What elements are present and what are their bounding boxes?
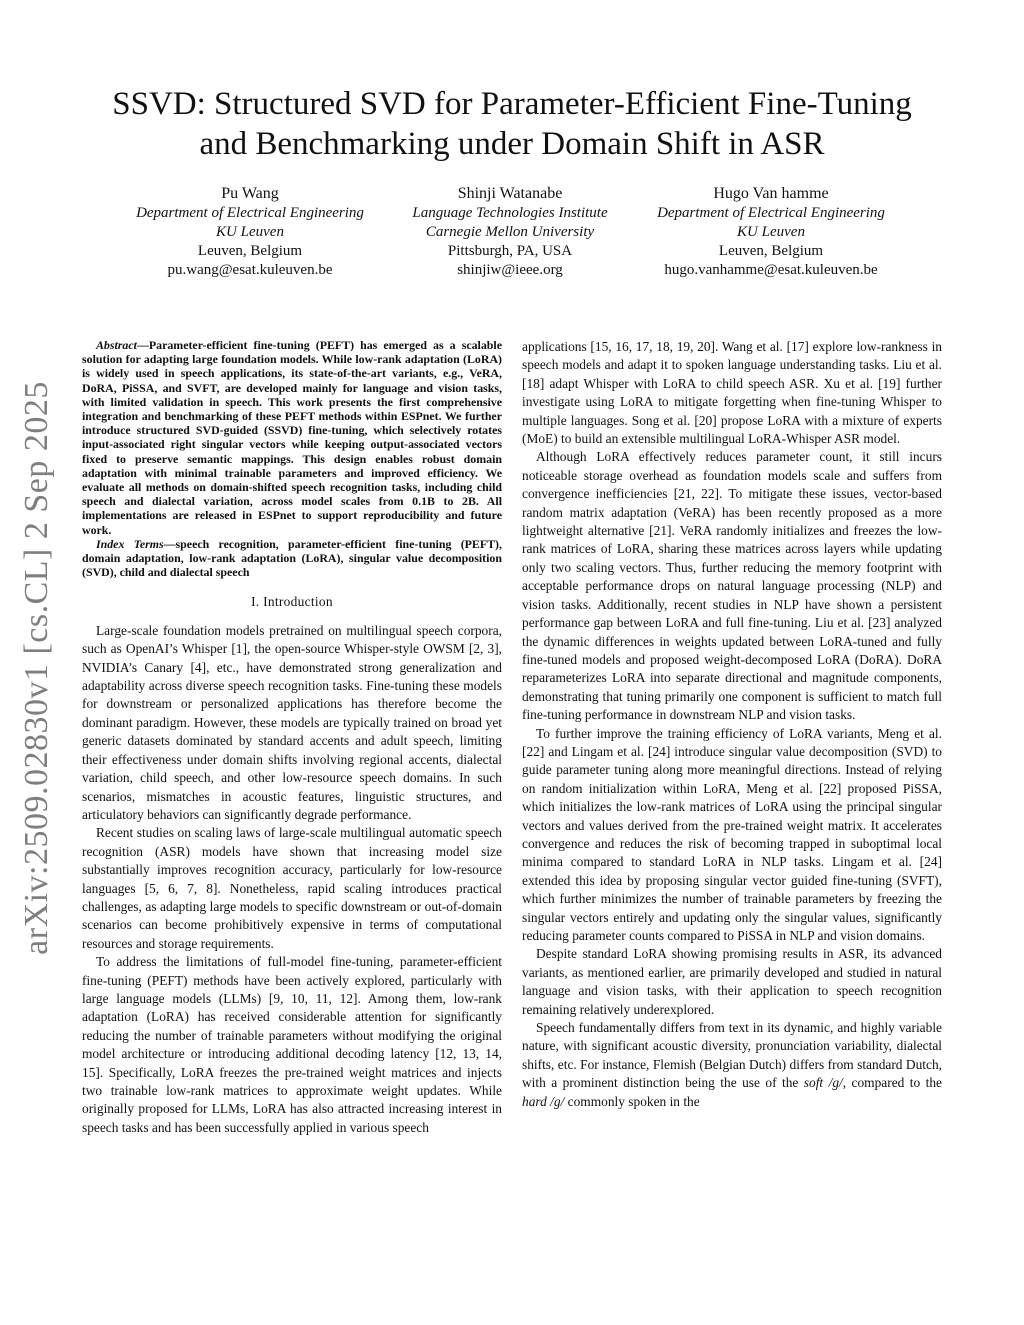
paragraph: Although LoRA effectively reduces parameter count, it still incurs noticeable storage overhead as foundation models scale and suffers from convergence inefficiencies [21, 22]. To mitigate these issues, vector-based random matrix adaptation (VeRA) has been recently proposed as a more lightweight alternative [21]. VeRA randomly initializes and freezes the low-rank matrices of LoRA, sharing these matrices across layers while updating only two scaling vectors. Thus, further reducing the memory footprint with acceptable performance drops on natural language processing (NLP) and vision tasks. Additionally, recent studies in NLP have shown a persistent performance gap between LoRA and full fine-tuning. Liu et al. [23] analyzed the dynamic differences in weights updated between LoRA-tuned and fully fine-tuned models and proposed weight-decomposed LoRA (DoRA). DoRA reparameterizes LoRA into separate directional and magnitude components, demonstrating that tuning primarily one component is sufficient to match full fine-tuning performance in downstream NLP and vision tasks. [522, 449, 942, 723]
title-line-2: and Benchmarking under Domain Shift in ASR [199, 126, 825, 162]
author-block-3 [631, 184, 911, 280]
author-dept: Department of Electrical Engineering [136, 205, 364, 221]
index-terms [82, 537, 502, 580]
author-email: shinjiw@ieee.org [457, 262, 563, 278]
paragraph: To address the limitations of full-model fine-tuning, parameter-efficient fine-tuning (PEFT) methods have been actively explored, particularly with large language models (LLMs) [9, 10, 11, 12]. Among them, low-rank adaptation (LoRA) has received considerable attention for significantly reducing the number of trainable parameters without modifying the original model architecture or introducing additional decoding latency [12, 13, 14, 15]. Specifically, LoRA freezes the pre-trained weight matrices and injects two trainable low-rank matrices to approximate weight updates. While originally proposed for LLMs, LoRA has also attracted increasing interest in speech tasks and has been successfully applied in various speech [82, 954, 502, 1135]
paragraph-last [522, 1019, 942, 1111]
soft-word: soft [803, 1075, 824, 1091]
author-name: Pu Wang [221, 185, 279, 202]
paragraph: Recent studies on scaling laws of large-scale multilingual automatic speech recognition (ASR) models have shown that increasing model size substantially improves recognition accuracy, particularly for low-resource languages [5, 6, 7, 8]. Nonetheless, rapid scaling introduces practical challenges, as adapting large models to specific downstream or out-of-domain scenarios can become prohibitively expensive in terms of computational resources and storage requirements. [82, 825, 502, 951]
author-inst: KU Leuven [737, 224, 805, 240]
index-terms-lead: Index Terms [96, 536, 164, 551]
author-inst: KU Leuven [216, 224, 284, 240]
author-loc: Leuven, Belgium [718, 243, 824, 259]
paper-title [80, 84, 944, 164]
hard-word: hard [522, 1093, 547, 1109]
last-para-post: commonly spoken in the [564, 1093, 700, 1109]
paragraph: Large-scale foundation models pretrained on multilingual speech corpora, such as OpenAI’s Whisper [1], the open-source Whisper-style OWSM [2, 3], NVIDIA’s Canary [4], etc., have demonstrated strong generalization and adaptability across diverse speech recognition tasks. Fine-tuning these models for downstream or personalized applications has therefore become the dominant paradigm. However, these models are typically trained on broad yet generic datasets dominated by standard accents and adult speech, limiting their effectiveness under domain shifts involving regional accents, dialectal variation, child speech, and other low-resource speech domains. In such scenarios, mismatches in acoustic features, linguistic structures, and articulatory behaviors can significantly degrade performance. [82, 622, 502, 822]
author-inst: Carnegie Mellon University [425, 224, 595, 240]
title-line-1: SSVD: Structured SVD for Parameter-Efficient Fine-Tuning [112, 86, 912, 122]
author-name: Hugo Van hamme [713, 185, 829, 202]
left-column [82, 338, 502, 1137]
author-block-1 [110, 184, 390, 280]
phoneme-g-2: /g/ [550, 1093, 565, 1109]
author-loc: Pittsburgh, PA, USA [447, 243, 573, 259]
author-email: pu.wang@esat.kuleuven.be [167, 262, 333, 278]
author-name: Shinji Watanabe [457, 185, 563, 202]
paragraph: Despite standard LoRA showing promising results in ASR, its advanced variants, as mentioned earlier, are primarily developed and studied in natural language and vision tasks, with their application to speech recognition remaining relatively underexplored. [522, 946, 942, 1017]
last-para-mid: , compared to the [842, 1075, 942, 1091]
abstract-body: —Parameter-efficient fine-tuning (PEFT) has emerged as a scalable solution for adapting large foundation models. While low-rank adaptation (LoRA) is widely used in speech applications, its state-of-the-art variants, e.g., VeRA, DoRA, PiSSA, and SVFT, are developed mainly for language and vision tasks, with limited validation in speech. This work presents the first comprehensive integration and benchmarking of these PEFT methods within ESPnet. We further introduce structured SVD-guided (SSVD) fine-tuning, which selectively rotates input-associated right singular vectors while keeping output-associated vectors fixed to preserve semantic mappings. This design enables robust domain adaptation with minimal trainable parameters and improved efficiency. We evaluate all methods on domain-shifted speech recognition tasks, including child speech and dialectal variation, across model scales from 0.1B to 2B. All implementations are released in ESPnet to support reproducibility and future work. [82, 338, 502, 537]
author-dept: Language Technologies Institute [412, 205, 608, 221]
phoneme-g-1: /g/ [828, 1075, 843, 1091]
abstract [82, 338, 502, 537]
arxiv-stamp [10, 378, 64, 958]
paragraph: To further improve the training efficiency of LoRA variants, Meng et al. [22] and Lingam et al. [24] introduce singular value decomposition (SVD) to guide parameter tuning along more meaningful directions. Instead of relying on random initialization within LoRA, Meng et al. [22] proposed PiSSA, which initializes the low-rank matrices of LoRA using the principal singular vectors and values derived from the pre-trained weight matrix. It accelerates convergence and reduces the risk of becoming trapped in suboptimal local minima compared to standard LoRA in NLP tasks. Lingam et al. [24] extended this idea by proposing singular vector guided fine-tuning (SVFT), which further minimizes the number of trainable parameters by freezing the singular vectors entirely and updating only the singular values, significantly reducing parameter counts compared to PiSSA in NLP and vision domains. [522, 725, 942, 943]
arxiv-stamp-text: arXiv:2509.02830v1 [cs.CL] 2 Sep 2025 [18, 381, 55, 955]
right-column [522, 338, 942, 1111]
last-para-pre: Speech fundamentally differs from text in its dynamic, and highly variable nature, with significant acoustic diversity, pronunciation variability, dialectal shifts, etc. For instance, Flemish (Belgian Dutch) differs from standard Dutch, with a prominent distinction being the use of the [522, 1020, 942, 1091]
section-heading-introduction: I. Introduction [251, 594, 333, 610]
abstract-lead: Abstract [96, 338, 137, 352]
paragraph: applications [15, 16, 17, 18, 19, 20]. Wang et al. [17] explore low-rankness in speech models and adapt it to spoken language understanding tasks. Liu et al. [18] adapt Whisper with LoRA to child speech ASR. Xu et al. [19] further investigate using LoRA to mitigate forgetting when fine-tuning Whisper to multiple languages. Song et al. [20] propose LoRA with a mixture of experts (MoE) to build an extensible multilingual LoRA-Whisper ASR model. [522, 339, 942, 447]
author-loc: Leuven, Belgium [197, 243, 303, 259]
index-terms-body: —speech recognition, parameter-efficient fine-tuning (PEFT), domain adaptation, low-rank adaptation (LoRA), singular value decomposition (SVD), child and dialectal speech [82, 536, 502, 580]
author-email: hugo.vanhamme@esat.kuleuven.be [664, 262, 878, 278]
author-dept: Department of Electrical Engineering [657, 205, 885, 221]
author-block-2 [370, 184, 650, 280]
